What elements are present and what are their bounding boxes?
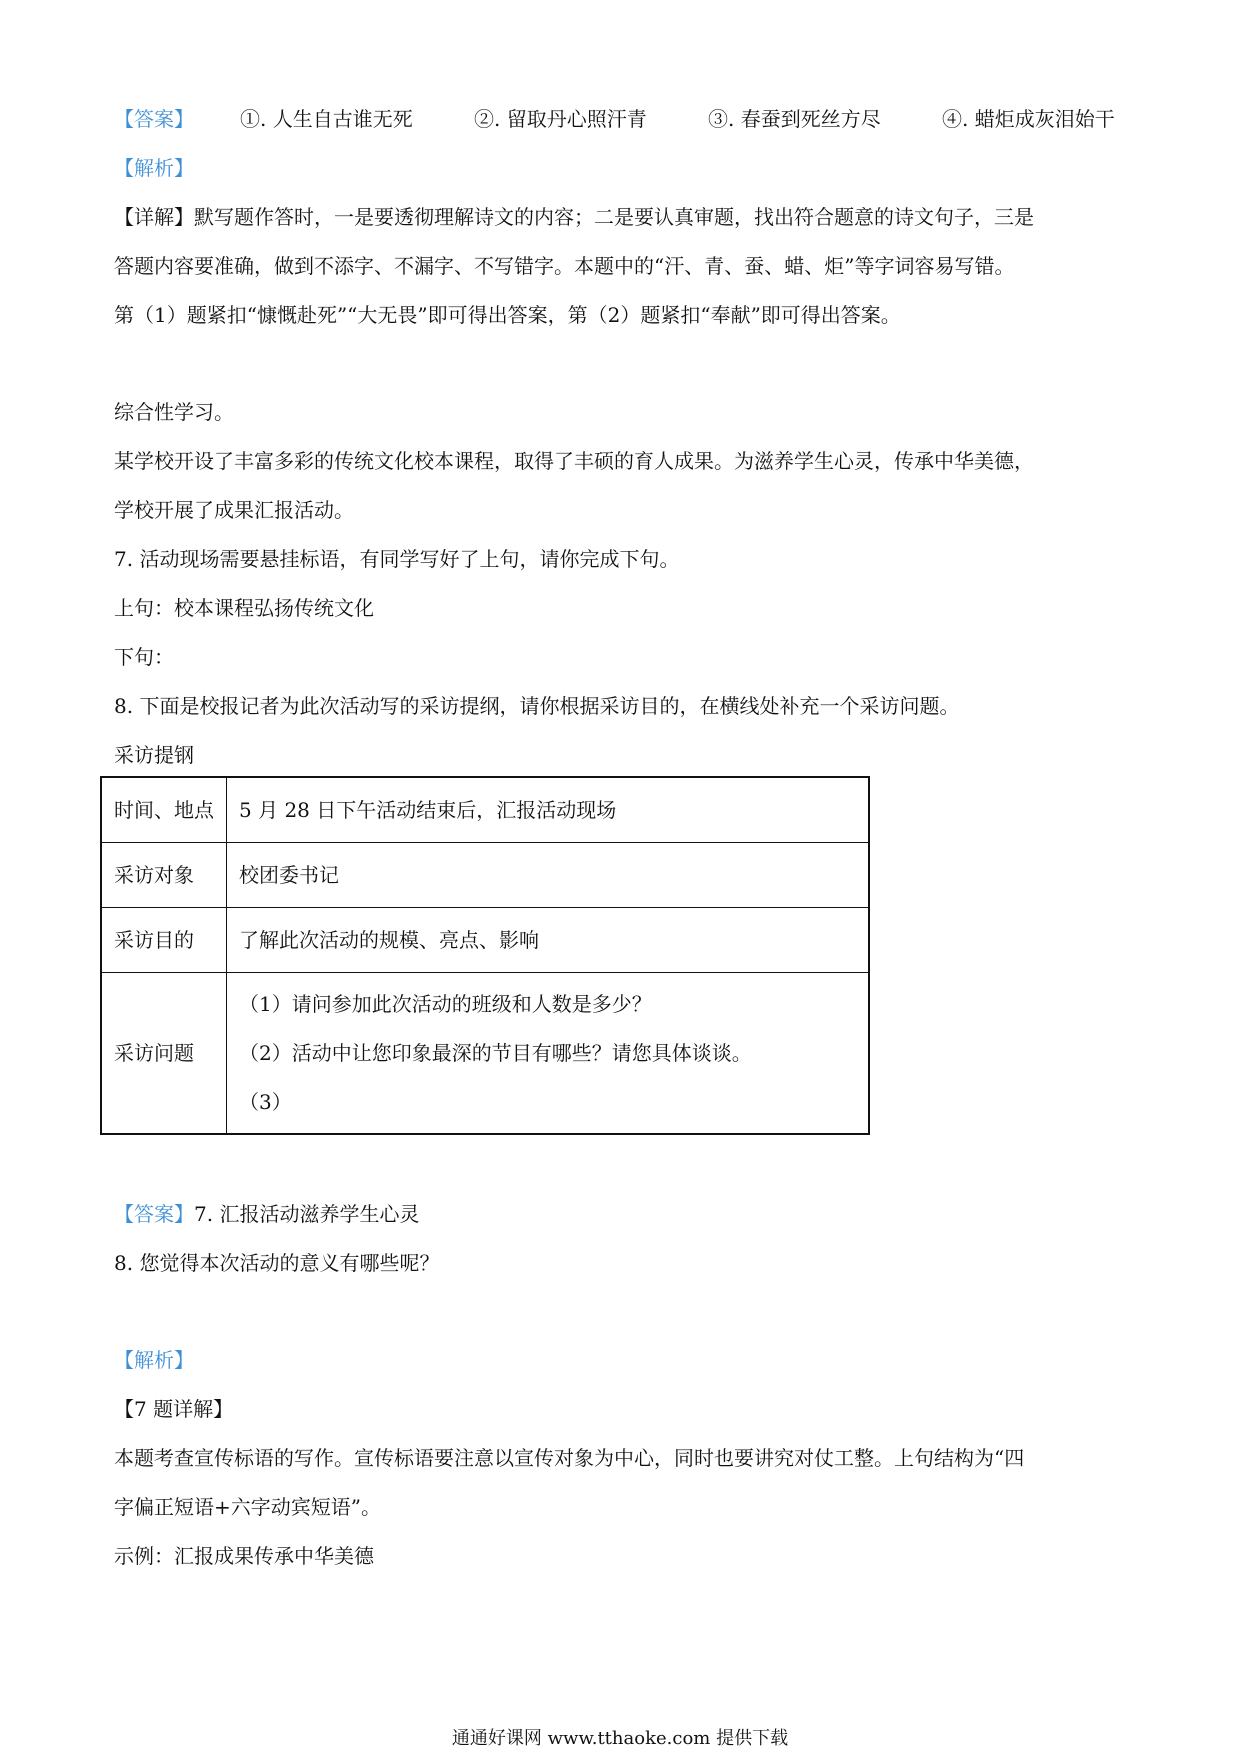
interview-question-3: （3） [239, 1089, 292, 1114]
analysis-tag: 【解析】 [114, 1348, 194, 1372]
answer2-row [114, 1201, 419, 1227]
table-row-questions [101, 973, 869, 1135]
page-footer: 通通好课网 www.tthaoke.com 提供下载 [451, 1728, 789, 1749]
section-heading: 综合性学习。 [114, 400, 234, 424]
row-value: 了解此次活动的规模、亮点、影响 [227, 908, 870, 973]
q7-upper-line: 上句：校本课程弘扬传统文化 [114, 596, 374, 620]
analysis1-detail-line-2: 答题内容要准确，做到不添字、不漏字、不写错字。本题中的“汗、青、蚕、蜡、炬”等字词容易写错。 [114, 254, 1015, 278]
answer-7: 7. 汇报活动滋养学生心灵 [194, 1202, 420, 1226]
answer-item-4: ④. 蜡炬成灰泪始干 [942, 107, 1115, 131]
table-row [101, 777, 869, 843]
interview-question-1: （1）请问参加此次活动的班级和人数是多少？ [239, 991, 652, 1016]
questions-cell [227, 973, 870, 1135]
table-row [101, 843, 869, 908]
answer-8: 8. 您觉得本次活动的意义有哪些呢？ [114, 1251, 440, 1275]
row-label: 采访对象 [101, 843, 227, 908]
analysis2-line-2: 字偏正短语+六字动宾短语”。 [114, 1495, 381, 1519]
question-8: 8. 下面是校报记者为此次活动写的采访提纲，请你根据采访目的，在横线处补充一个采访问题。 [114, 694, 960, 718]
answer1-row [114, 106, 194, 132]
row-label: 时间、地点 [101, 777, 227, 843]
analysis-tag: 【解析】 [114, 156, 194, 180]
section-intro-line-1: 某学校开设了丰富多彩的传统文化校本课程，取得了丰硕的育人成果。为滋养学生心灵，传承中华美德， [114, 449, 1034, 473]
analysis2-subheading: 【7 题详解】 [114, 1397, 234, 1421]
analysis2-tag-row [114, 1347, 194, 1373]
row-value: 5 月 28 日下午活动结束后，汇报活动现场 [227, 777, 870, 843]
outline-title: 采访提钢 [114, 743, 194, 767]
interview-question-2: （2）活动中让您印象最深的节目有哪些？请您具体谈谈。 [239, 1040, 752, 1065]
analysis2-line-3: 示例：汇报成果传承中华美德 [114, 1544, 374, 1568]
interview-outline-table [100, 776, 870, 1135]
analysis1-detail-line-1: 【详解】默写题作答时，一是要透彻理解诗文的内容；二是要认真审题，找出符合题意的诗文句子，三是 [114, 205, 1034, 229]
question-7: 7. 活动现场需要悬挂标语，有同学写好了上句，请你完成下句。 [114, 547, 680, 571]
analysis2-line-1: 本题考查宣传标语的写作。宣传标语要注意以宣传对象为中心，同时也要讲究对仗工整。上句结构为“四 [114, 1446, 1025, 1470]
answer-tag: 【答案】 [114, 107, 194, 131]
answer-item-2: ②. 留取丹心照汗青 [474, 107, 647, 131]
analysis1-detail-line-3: 第（1）题紧扣“慷慨赴死”“大无畏”即可得出答案，第（2）题紧扣“奉献”即可得出答案。 [114, 303, 901, 327]
section-intro-line-2: 学校开展了成果汇报活动。 [114, 498, 354, 522]
row-label: 采访问题 [101, 973, 227, 1135]
answer-item-1: ①. 人生自古谁无死 [240, 107, 413, 131]
row-label: 采访目的 [101, 908, 227, 973]
analysis1-tag-row [114, 155, 194, 181]
row-value: 校团委书记 [227, 843, 870, 908]
answer-tag: 【答案】 [114, 1202, 194, 1226]
q7-lower-line: 下句： [114, 645, 174, 669]
table-row [101, 908, 869, 973]
answer-item-3: ③. 春蚕到死丝方尽 [708, 107, 881, 131]
